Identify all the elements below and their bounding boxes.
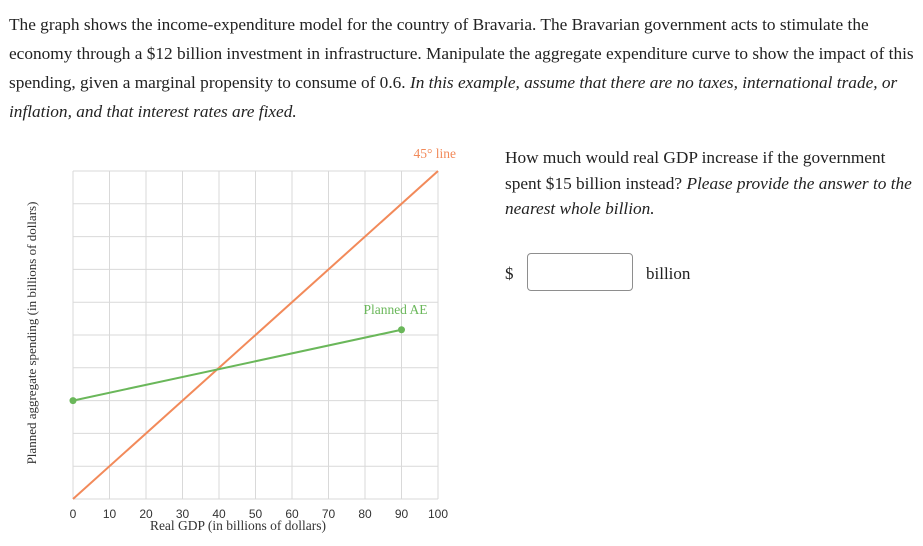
planned-ae-start-handle[interactable] — [70, 397, 77, 404]
x-tick-label: 30 — [175, 507, 190, 521]
x-tick-label: 80 — [358, 507, 372, 521]
answer-unit: billion — [646, 264, 691, 283]
x-tick-label: 50 — [248, 507, 263, 521]
chart-svg[interactable] — [0, 140, 470, 540]
x-tick-label: 60 — [285, 507, 299, 521]
x-tick-label: 0 — [69, 507, 77, 521]
x-axis-label: Real GDP (in billions of dollars) — [149, 518, 327, 533]
x-tick-label: 70 — [321, 507, 336, 521]
planned-ae-end-handle[interactable] — [398, 326, 405, 333]
planned-ae-line[interactable] — [73, 330, 402, 401]
x-tick-label: 40 — [212, 507, 226, 521]
currency-symbol: $ — [505, 264, 514, 283]
chart-series — [70, 146, 457, 499]
line-45-label: 45° line — [413, 146, 456, 161]
x-tick-label: 100 — [427, 507, 449, 521]
follow-up-question-italic: Please provide the answer to the nearest whole billion. — [505, 173, 912, 218]
x-tick-label: 10 — [102, 507, 117, 521]
question-text — [9, 10, 919, 126]
answer-input[interactable] — [527, 253, 633, 291]
follow-up-question — [505, 145, 915, 222]
follow-up-question-plain: How much would real GDP increase if the government spent $15 billion instead? — [505, 148, 886, 193]
income-expenditure-chart[interactable] — [0, 140, 470, 545]
question-text-plain: The graph shows the income-expenditure model for the country of Bravaria. The Bravarian government acts to stimulate the economy through a $12 billion investment in infrastructure. Manipulate the aggregate expenditure curve to show the impact of this spending, given a marginal propensity to consume of 0.6. — [9, 15, 914, 92]
question-text-italic: In this example, assume that there are no taxes, international trade, or inflation, and that interest rates are fixed. — [9, 73, 898, 121]
y-axis-label: Planned aggregate spending (in billions of dollars) — [24, 201, 39, 465]
x-tick-label: 90 — [394, 507, 409, 521]
planned-ae-label: Planned AE — [363, 301, 428, 317]
x-tick-label: 20 — [139, 507, 153, 521]
